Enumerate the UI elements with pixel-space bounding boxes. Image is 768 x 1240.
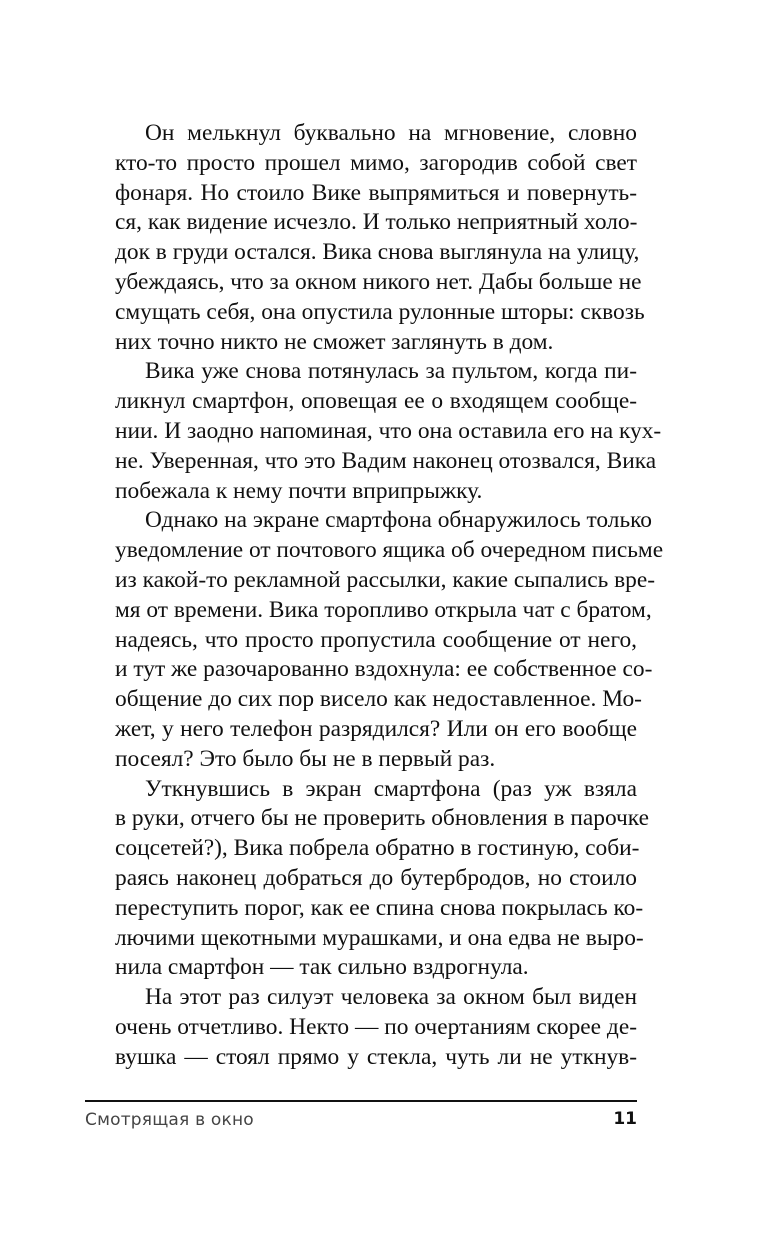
text-line: док в груди остался. Вика снова выглянула на улицу, [115,239,640,266]
footer-divider [85,1100,637,1102]
text-line: уведомление от почтового ящика об очередном письме [115,537,664,564]
text-line: Уткнувшись в экран смартфона (раз уж взяла [145,775,637,802]
text-line: Вика уже снова потянулась за пультом, когда пи- [145,358,637,385]
paragraph [85,506,664,774]
paragraph [85,775,649,984]
body-text [85,119,664,1073]
text-line: кто-то просто прошел мимо, загородив собой свет [115,149,637,176]
text-line: убеждаясь, что за окном никого нет. Дабы больше не [115,268,642,295]
text-line: ликнул смартфон, оповещая ее о входящем сообще- [115,388,637,415]
text-line: мя от времени. Вика торопливо открыла чат с братом, [115,596,652,623]
text-line: общение до сих пор висело как недоставленное. Мо- [115,686,642,713]
text-line: очень отчетливо. Некто — по очертаниям скорее де- [115,1013,637,1040]
text-line: переступить порог, как ее спина снова покрылась ко- [115,894,644,921]
text-line: из какой-то рекламной рассылки, какие сыпались вре- [115,566,656,593]
text-line: На этот раз силуэт человека за окном был виден [145,984,637,1011]
text-line: лючими щекотными мурашками, и она едва не выро- [115,924,644,951]
text-line: раясь наконец добраться до бутербродов, но стоило [115,864,637,891]
text-line: нии. И заодно напоминая, что она оставила его на кух- [115,417,662,444]
text-line: смущать себя, она опустила рулонные шторы: сквозь [115,298,645,325]
text-line: побежала к нему почти вприпрыжку. [115,477,483,504]
text-line: посеял? Это было бы не в первый раз. [115,745,496,772]
text-line: жет, у него телефон разрядился? Или он его вообще [115,715,637,742]
text-line: надеясь, что просто пропустила сообщение от него, [115,626,637,653]
text-line: и тут же разочарованно вздохнула: ее собственное со- [115,656,653,683]
paragraph [85,983,637,1072]
text-line: вушка — стоял прямо у стекла, чуть ли не уткнув- [115,1043,637,1070]
text-line: соцсетей?), Вика побрела обратно в гостиную, соби- [115,835,640,862]
text-line: в руки, отчего бы не проверить обновления в парочке [115,805,649,832]
text-line: не. Уверенная, что это Вадим наконец отозвался, Вика [115,447,657,474]
text-line: ся, как видение исчезло. И только неприятный холо- [115,209,638,236]
paragraph [85,357,662,506]
text-line: них точно никто не сможет заглянуть в дом. [115,328,554,355]
text-line: фонаря. Но стоило Вике выпрямиться и повернуть- [115,179,637,206]
page-number: 11 [613,1109,637,1129]
running-footer-title: Смотрящая в окно [85,1110,254,1130]
text-line: Однако на экране смартфона обнаружилось только [145,507,652,534]
text-line: нила смартфон — так сильно вздрогнула. [115,954,529,981]
text-line: Он мелькнул буквально на мгновение, словно [145,120,637,146]
paragraph [85,119,645,357]
